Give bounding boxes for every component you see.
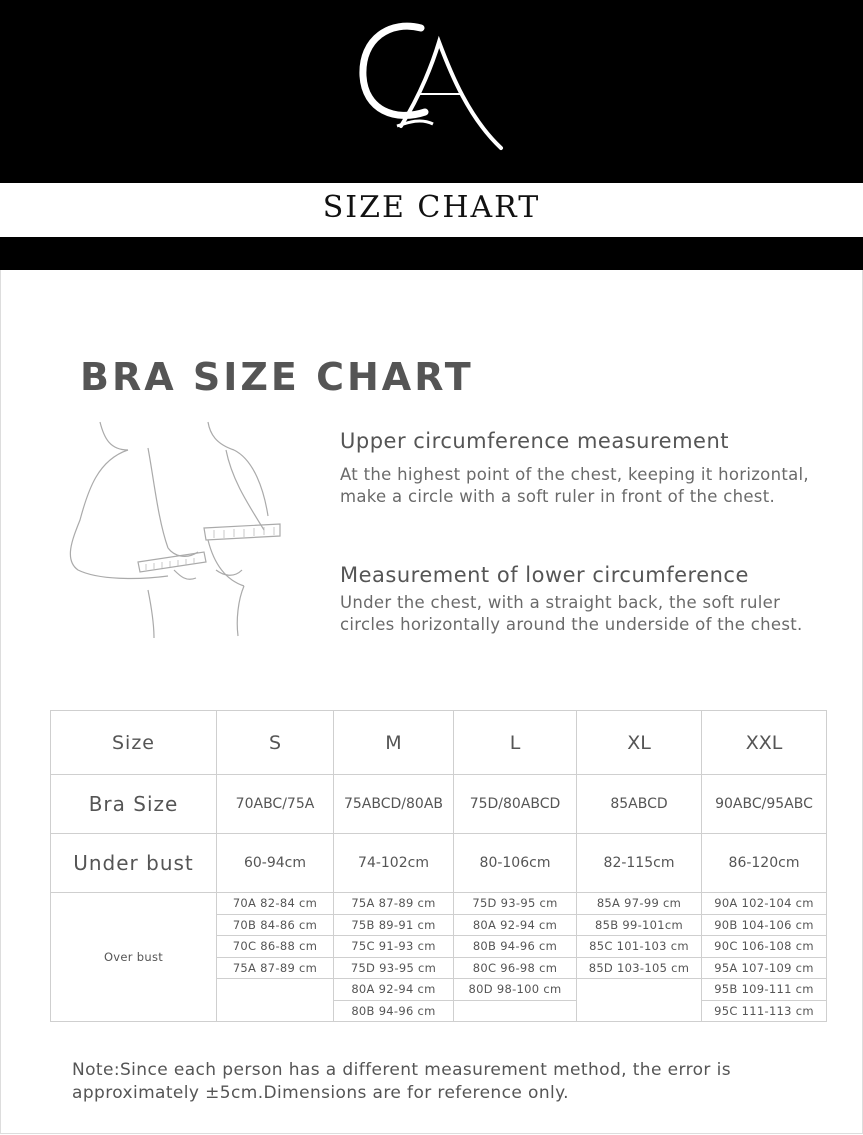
table-cell	[577, 979, 702, 1022]
table-cell: 86-120cm	[702, 834, 827, 893]
table-row	[51, 893, 827, 915]
table-cell: 70B 84-86 cm	[217, 914, 334, 936]
size-label: Size	[51, 711, 217, 775]
table-cell: 80A 92-94 cm	[454, 914, 577, 936]
table-cell: 75D 93-95 cm	[334, 957, 454, 979]
size-xl: XL	[577, 711, 702, 775]
size-s: S	[217, 711, 334, 775]
page-title: SIZE CHART	[322, 190, 541, 225]
table-cell: 80B 94-96 cm	[454, 936, 577, 958]
size-m: M	[334, 711, 454, 775]
table-cell: 75ABCD/80AB	[334, 775, 454, 834]
table-cell: 95C 111-113 cm	[702, 1000, 827, 1022]
size-l: L	[454, 711, 577, 775]
under-bust-label: Under bust	[51, 834, 217, 893]
table-cell: 60-94cm	[217, 834, 334, 893]
table-cell: 80-106cm	[454, 834, 577, 893]
brand-logo	[351, 14, 511, 164]
table-cell: 90A 102-104 cm	[702, 893, 827, 915]
table-cell: 80B 94-96 cm	[334, 1000, 454, 1022]
table-cell: 82-115cm	[577, 834, 702, 893]
table-cell: 85A 97-99 cm	[577, 893, 702, 915]
table-cell: 75D/80ABCD	[454, 775, 577, 834]
table-cell: 75B 89-91 cm	[334, 914, 454, 936]
divider-bar	[0, 237, 863, 270]
measurement-illustration	[58, 420, 303, 640]
size-table	[50, 710, 827, 1022]
table-row	[51, 775, 827, 834]
upper-measurement-text: At the highest point of the chest, keeping it horizontal, make a circle with a soft ruler in front of the chest.	[340, 465, 809, 506]
table-cell: 85ABCD	[577, 775, 702, 834]
upper-measurement-title: Upper circumference measurement	[340, 429, 729, 453]
table-cell: 75A 87-89 cm	[334, 893, 454, 915]
table-cell: 95B 109-111 cm	[702, 979, 827, 1001]
table-cell: 70C 86-88 cm	[217, 936, 334, 958]
table-header-row	[51, 711, 827, 775]
lower-measurement-text: Under the chest, with a straight back, the soft ruler circles horizontally around the underside of the chest.	[340, 593, 803, 634]
table-cell: 75D 93-95 cm	[454, 893, 577, 915]
table-cell: 85D 103-105 cm	[577, 957, 702, 979]
table-row	[51, 834, 827, 893]
table-cell: 70ABC/75A	[217, 775, 334, 834]
table-cell	[454, 1000, 577, 1022]
table-cell: 75A 87-89 cm	[217, 957, 334, 979]
size-xxl: XXL	[702, 711, 827, 775]
table-cell: 75C 91-93 cm	[334, 936, 454, 958]
over-bust-label: Over bust	[51, 893, 217, 1022]
table-cell: 90B 104-106 cm	[702, 914, 827, 936]
table-cell: 80D 98-100 cm	[454, 979, 577, 1001]
table-cell: 95A 107-109 cm	[702, 957, 827, 979]
section-heading: BRA SIZE CHART	[80, 355, 474, 399]
bra-size-label: Bra Size	[51, 775, 217, 834]
lower-measurement-title: Measurement of lower circumference	[340, 563, 749, 587]
table-cell: 85C 101-103 cm	[577, 936, 702, 958]
table-cell: 74-102cm	[334, 834, 454, 893]
table-cell: 90ABC/95ABC	[702, 775, 827, 834]
note-text: Note:Since each person has a different measurement method, the error is approximately ±5cm.Dimensions are for reference only.	[72, 1060, 731, 1103]
table-cell: 80A 92-94 cm	[334, 979, 454, 1001]
table-cell: 85B 99-101cm	[577, 914, 702, 936]
table-cell: 90C 106-108 cm	[702, 936, 827, 958]
table-cell: 80C 96-98 cm	[454, 957, 577, 979]
table-cell: 70A 82-84 cm	[217, 893, 334, 915]
table-cell	[217, 979, 334, 1022]
